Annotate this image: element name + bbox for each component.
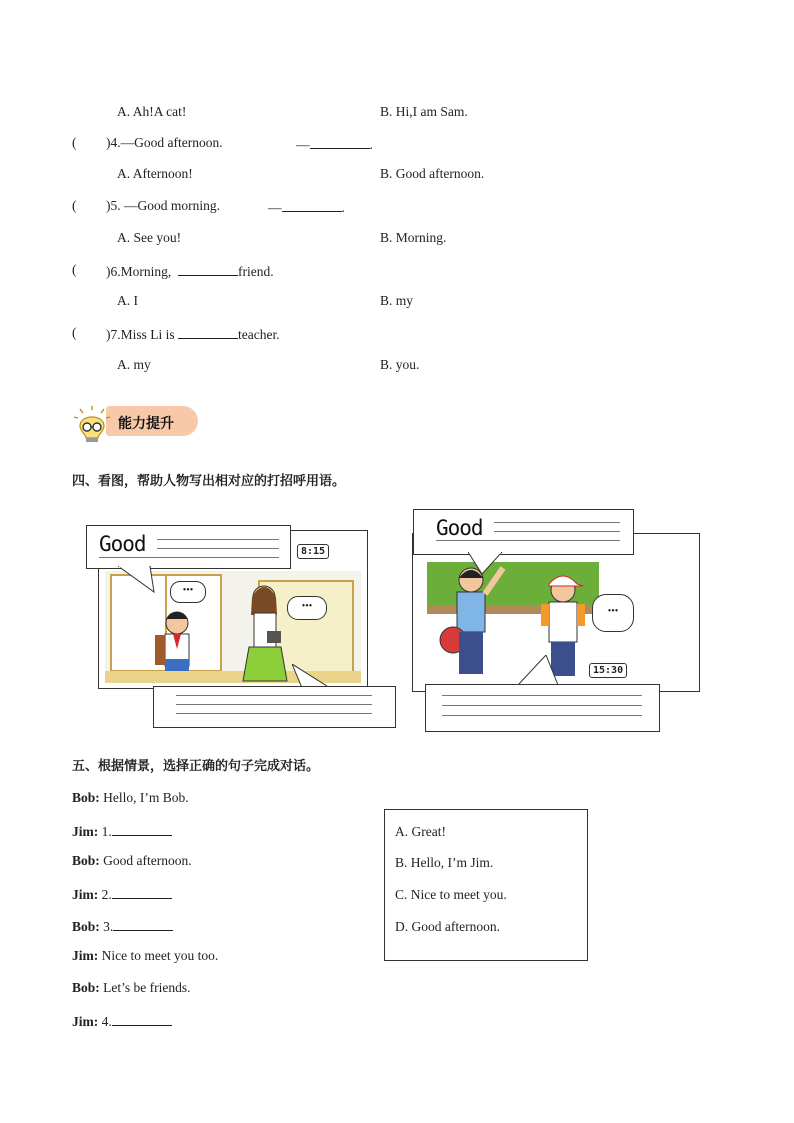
dialogue-line bbox=[72, 917, 173, 935]
line-text: Hello, I’m Bob. bbox=[103, 790, 189, 805]
q5-stem bbox=[106, 198, 220, 214]
line-text: 2. bbox=[101, 887, 112, 902]
scene1-good-text: Good bbox=[99, 532, 146, 556]
q7-option-b: B. you. bbox=[380, 357, 420, 372]
scene1-bubble-top-tail bbox=[118, 566, 158, 596]
q5-paren-close: ) bbox=[106, 198, 111, 213]
q5-option-b: B. Morning. bbox=[380, 230, 447, 245]
q7-paren-open: ( bbox=[72, 325, 77, 340]
banner-label: 能力提升 bbox=[118, 416, 174, 432]
line-text: Good afternoon. bbox=[103, 853, 192, 868]
ability-banner bbox=[68, 404, 202, 438]
q4-blank[interactable] bbox=[310, 135, 370, 149]
q6-stem-after: friend. bbox=[238, 264, 274, 279]
scene2-bubble-top-tail bbox=[468, 552, 508, 578]
line-text: 1. bbox=[101, 824, 112, 839]
q7-stem-after: teacher. bbox=[238, 327, 280, 342]
scene1-bubble-top[interactable] bbox=[86, 525, 291, 569]
option-c: C. Nice to meet you. bbox=[395, 887, 507, 902]
speaker: Bob: bbox=[72, 790, 100, 805]
q4-stem-text: 4.—Good afternoon. bbox=[110, 135, 223, 150]
answer-blank-4[interactable] bbox=[112, 1012, 172, 1026]
scene1-bubble-bottom[interactable] bbox=[153, 686, 396, 728]
q7-paren-close: ) bbox=[106, 327, 111, 342]
dialogue-line bbox=[72, 1012, 172, 1030]
q3-option-b: B. Hi,I am Sam. bbox=[380, 104, 468, 119]
line-text: Nice to meet you too. bbox=[101, 948, 219, 963]
dialogue-line bbox=[72, 790, 189, 806]
answer-blank-3[interactable] bbox=[113, 917, 173, 931]
q5-answer bbox=[268, 198, 345, 216]
scene2-bubble-top[interactable] bbox=[413, 509, 634, 555]
scene2-good-text: Good bbox=[436, 516, 483, 540]
speaker: Bob: bbox=[72, 853, 100, 868]
speaker: Bob: bbox=[72, 919, 100, 934]
q6-option-a: A. I bbox=[117, 293, 138, 308]
dialogue-line bbox=[72, 885, 172, 903]
option-b: B. Hello, I’m Jim. bbox=[395, 855, 494, 870]
dialogue-line bbox=[72, 948, 218, 964]
q7-stem-before: 7.Miss Li is bbox=[110, 327, 175, 342]
dialogue-line bbox=[72, 853, 192, 869]
line-text: Let’s be friends. bbox=[103, 980, 191, 995]
scene2-dots-bubble: ••• bbox=[592, 594, 634, 632]
q5-dash: — bbox=[268, 200, 282, 215]
section4-heading: 四、看图，帮助人物写出相对应的打招呼用语。 bbox=[72, 474, 346, 489]
q7-blank[interactable] bbox=[178, 325, 238, 339]
q4-dash: — bbox=[296, 137, 310, 152]
q5-stem-text: 5. —Good morning. bbox=[110, 198, 220, 213]
q5-paren-open: ( bbox=[72, 198, 77, 213]
scene1-dots-bubble-boy: ••• bbox=[170, 581, 206, 603]
q5-option-a: A. See you! bbox=[117, 230, 182, 245]
speaker: Jim: bbox=[72, 824, 99, 839]
q4-stem bbox=[106, 135, 223, 151]
q5-blank[interactable] bbox=[282, 198, 342, 212]
scene1-clock: 8:15 bbox=[297, 544, 329, 559]
q4-paren-open: ( bbox=[72, 135, 77, 150]
scene2-clock: 15:30 bbox=[589, 663, 627, 678]
scene2-bubble-bottom-tail bbox=[512, 655, 562, 687]
line-text: 3. bbox=[103, 919, 114, 934]
q6-paren-open: ( bbox=[72, 262, 77, 277]
q5-end: . bbox=[341, 200, 345, 215]
scene1-dots-bubble-woman: ••• bbox=[287, 596, 327, 620]
q4-end: . bbox=[369, 137, 373, 152]
speaker: Jim: bbox=[72, 887, 99, 902]
lightbulb-glasses-icon bbox=[68, 404, 116, 444]
option-d: D. Good afternoon. bbox=[395, 919, 500, 934]
q6-stem bbox=[106, 262, 274, 280]
q7-option-a: A. my bbox=[117, 357, 151, 372]
q4-answer bbox=[296, 135, 373, 153]
q4-option-a: A. Afternoon! bbox=[117, 166, 193, 181]
q3-option-a: A. Ah!A cat! bbox=[117, 104, 187, 119]
q6-paren-close: ) bbox=[106, 264, 111, 279]
q4-option-b: B. Good afternoon. bbox=[380, 166, 485, 181]
q6-stem-before: 6.Morning, bbox=[110, 264, 172, 279]
option-a: A. Great! bbox=[395, 824, 446, 839]
line-text: 4. bbox=[101, 1014, 112, 1029]
scene2-bubble-bottom[interactable] bbox=[425, 684, 660, 732]
q4-paren-close: ) bbox=[106, 135, 111, 150]
answer-blank-2[interactable] bbox=[112, 885, 172, 899]
q7-stem bbox=[106, 325, 280, 343]
q6-option-b: B. my bbox=[380, 293, 414, 308]
answer-blank-1[interactable] bbox=[112, 822, 172, 836]
options-box bbox=[384, 809, 588, 961]
section5-heading: 五、根据情景，选择正确的句子完成对话。 bbox=[72, 759, 320, 774]
speaker: Jim: bbox=[72, 948, 99, 963]
q6-blank[interactable] bbox=[178, 262, 238, 276]
speaker: Jim: bbox=[72, 1014, 99, 1029]
speaker: Bob: bbox=[72, 980, 100, 995]
dialogue-line bbox=[72, 822, 172, 840]
dialogue-line bbox=[72, 980, 191, 996]
